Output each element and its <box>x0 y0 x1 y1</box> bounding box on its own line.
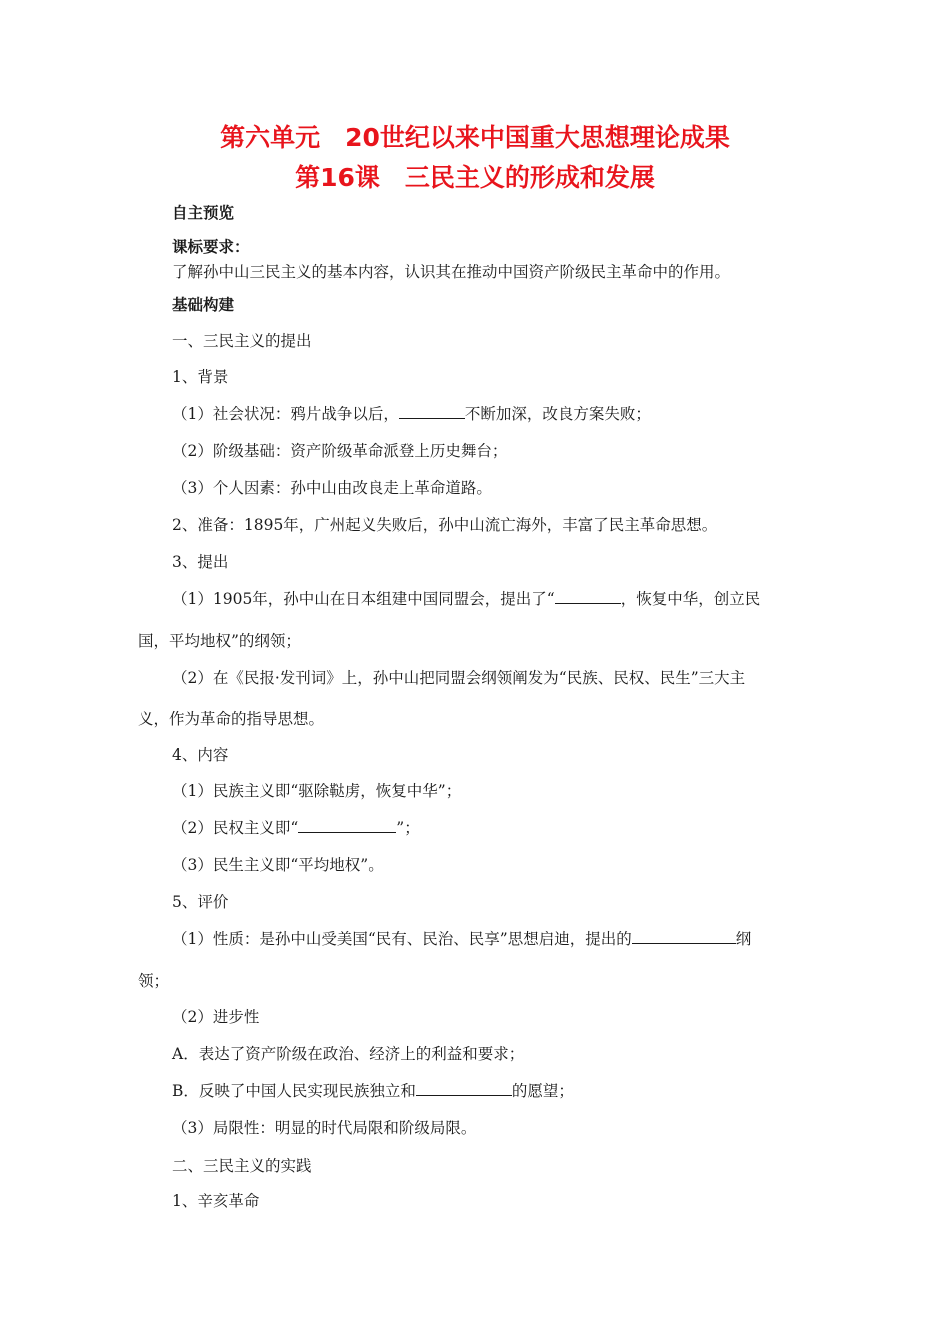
standard-text: 了解孙中山三民主义的基本内容，认识其在推动中国资产阶级民主革命中的作用。 <box>172 263 731 281</box>
fill-blank-2[interactable] <box>555 589 621 604</box>
item-livelihood: （3）民生主义即“平均地权”。 <box>172 856 384 874</box>
item-personal-factor: （3）个人因素：孙中山由改良走上革命道路。 <box>172 479 492 497</box>
item-content: 4、内容 <box>172 746 229 764</box>
section-2-heading: 二、三民主义的实践 <box>172 1157 312 1175</box>
item-nature-cont: 领； <box>138 972 170 990</box>
item-nationalism: （1）民族主义即“驱除鞑虏，恢复中华”； <box>172 782 462 800</box>
item-democracy: （2）民权主义即“ ”； <box>172 819 420 837</box>
item-progressive-a: A．表达了资产阶级在政治、经济上的利益和要求； <box>172 1045 525 1063</box>
item-evaluation: 5、评价 <box>172 893 229 911</box>
item-class-basis: （2）阶级基础：资产阶级革命派登上历史舞台； <box>172 442 508 460</box>
item-progressive-b: B．反映了中国人民实现民族独立和 的愿望； <box>172 1082 574 1100</box>
lesson-title: 第16课 三民主义的形成和发展 <box>295 163 655 192</box>
item-preparation: 2、准备：1895年，广州起义失败后，孙中山流亡海外，丰富了民主革命思想。 <box>172 516 718 534</box>
item-social-status: （1）社会状况：鸦片战争以后， 不断加深，改良方案失败； <box>172 405 651 423</box>
standard-heading: 课标要求： <box>172 238 250 256</box>
item-limitation: （3）局限性：明显的时代局限和阶级局限。 <box>172 1119 477 1137</box>
item-nature: （1）性质：是孙中山受美国“民有、民治、民享”思想启迪，提出的 纲 <box>172 930 752 948</box>
item-minbao: （2）在《民报·发刊词》上，孙中山把同盟会纲领阐发为“民族、民权、民生”三大主 <box>172 669 746 687</box>
fill-blank-1[interactable] <box>399 404 465 419</box>
item-tongmenghui-cont: 国，平均地权”的纲领； <box>138 632 301 650</box>
unit-title: 第六单元 20世纪以来中国重大思想理论成果 <box>220 123 730 152</box>
item-tongmenghui: （1）1905年，孙中山在日本组建中国同盟会，提出了“ ，恢复中华，创立民 <box>172 590 761 608</box>
preview-heading: 自主预览 <box>172 204 235 222</box>
fill-blank-3[interactable] <box>298 818 396 833</box>
item-xinhai: 1、辛亥革命 <box>172 1192 260 1210</box>
fill-blank-5[interactable] <box>416 1081 512 1096</box>
fill-blank-4[interactable] <box>632 929 736 944</box>
item-progressive: （2）进步性 <box>172 1008 260 1026</box>
build-heading: 基础构建 <box>172 296 235 314</box>
item-minbao-cont: 义，作为革命的指导思想。 <box>138 710 325 728</box>
section-1-heading: 一、三民主义的提出 <box>172 332 312 350</box>
item-proposal: 3、提出 <box>172 553 229 571</box>
item-background: 1、背景 <box>172 368 229 386</box>
